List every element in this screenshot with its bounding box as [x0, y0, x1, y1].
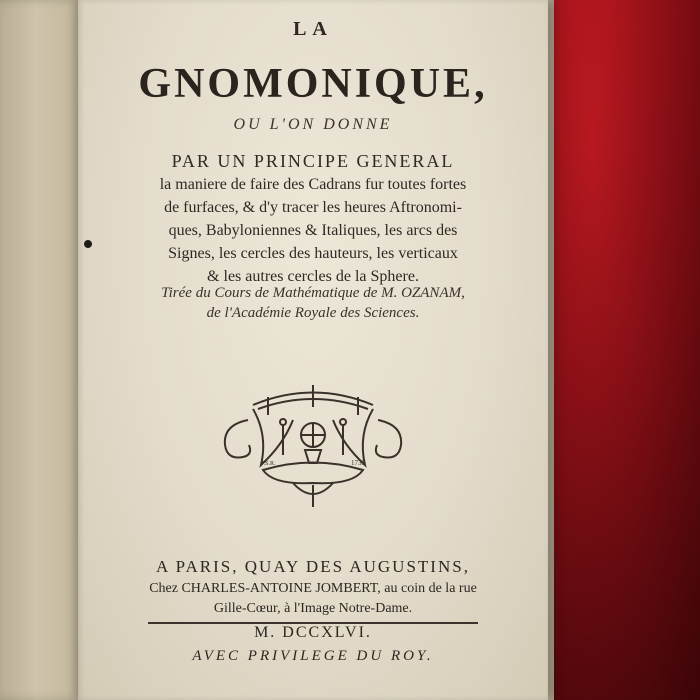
- imprint-publisher: Chez CHARLES-ANTOINE JOMBERT, au coin de la rue: [149, 581, 477, 596]
- imprint-address: Gille-Cœur, à l'Image Notre-Dame.: [213, 601, 413, 616]
- description-line: de furfaces, & d'y tracer les heures Aftronomi-: [164, 199, 462, 216]
- publication-date: M. DCCXLVI.: [254, 624, 372, 641]
- description: [108, 150, 518, 288]
- book-subtitle: OU L'ON DONNE: [233, 116, 393, 133]
- attribution-line: de l'Académie Royale des Sciences.: [206, 305, 420, 321]
- imprint-place: A PARIS, QUAY DES AUGUSTINS,: [156, 557, 470, 576]
- ornament-mark-right: 1735: [351, 459, 365, 467]
- printers-ornament: [213, 375, 413, 515]
- previous-page-edge: [0, 0, 80, 700]
- ornament-mark-left: P.S.R.: [261, 461, 276, 467]
- royal-privilege: AVEC PRIVILEGE DU ROY.: [192, 648, 434, 664]
- title-page: [78, 0, 548, 700]
- attribution-line: Tirée du Cours de Mathématique de M. OZANAM,: [161, 285, 465, 301]
- description-line: la maniere de faire des Cadrans fur toutes fortes: [159, 176, 467, 193]
- imprint: [88, 555, 538, 619]
- description-line: PAR UN PRINCIPE GENERAL: [171, 151, 455, 171]
- title-article: LA: [293, 18, 333, 40]
- book-title: GNOMONIQUE,: [138, 61, 488, 107]
- description-line: ques, Babyloniennes & Italiques, les arcs des: [168, 222, 458, 239]
- attribution: [98, 283, 528, 323]
- description-line: Signes, les cercles des hauteurs, les verticaux: [168, 245, 458, 262]
- description-line: & les autres cercles de la Sphere.: [207, 268, 419, 285]
